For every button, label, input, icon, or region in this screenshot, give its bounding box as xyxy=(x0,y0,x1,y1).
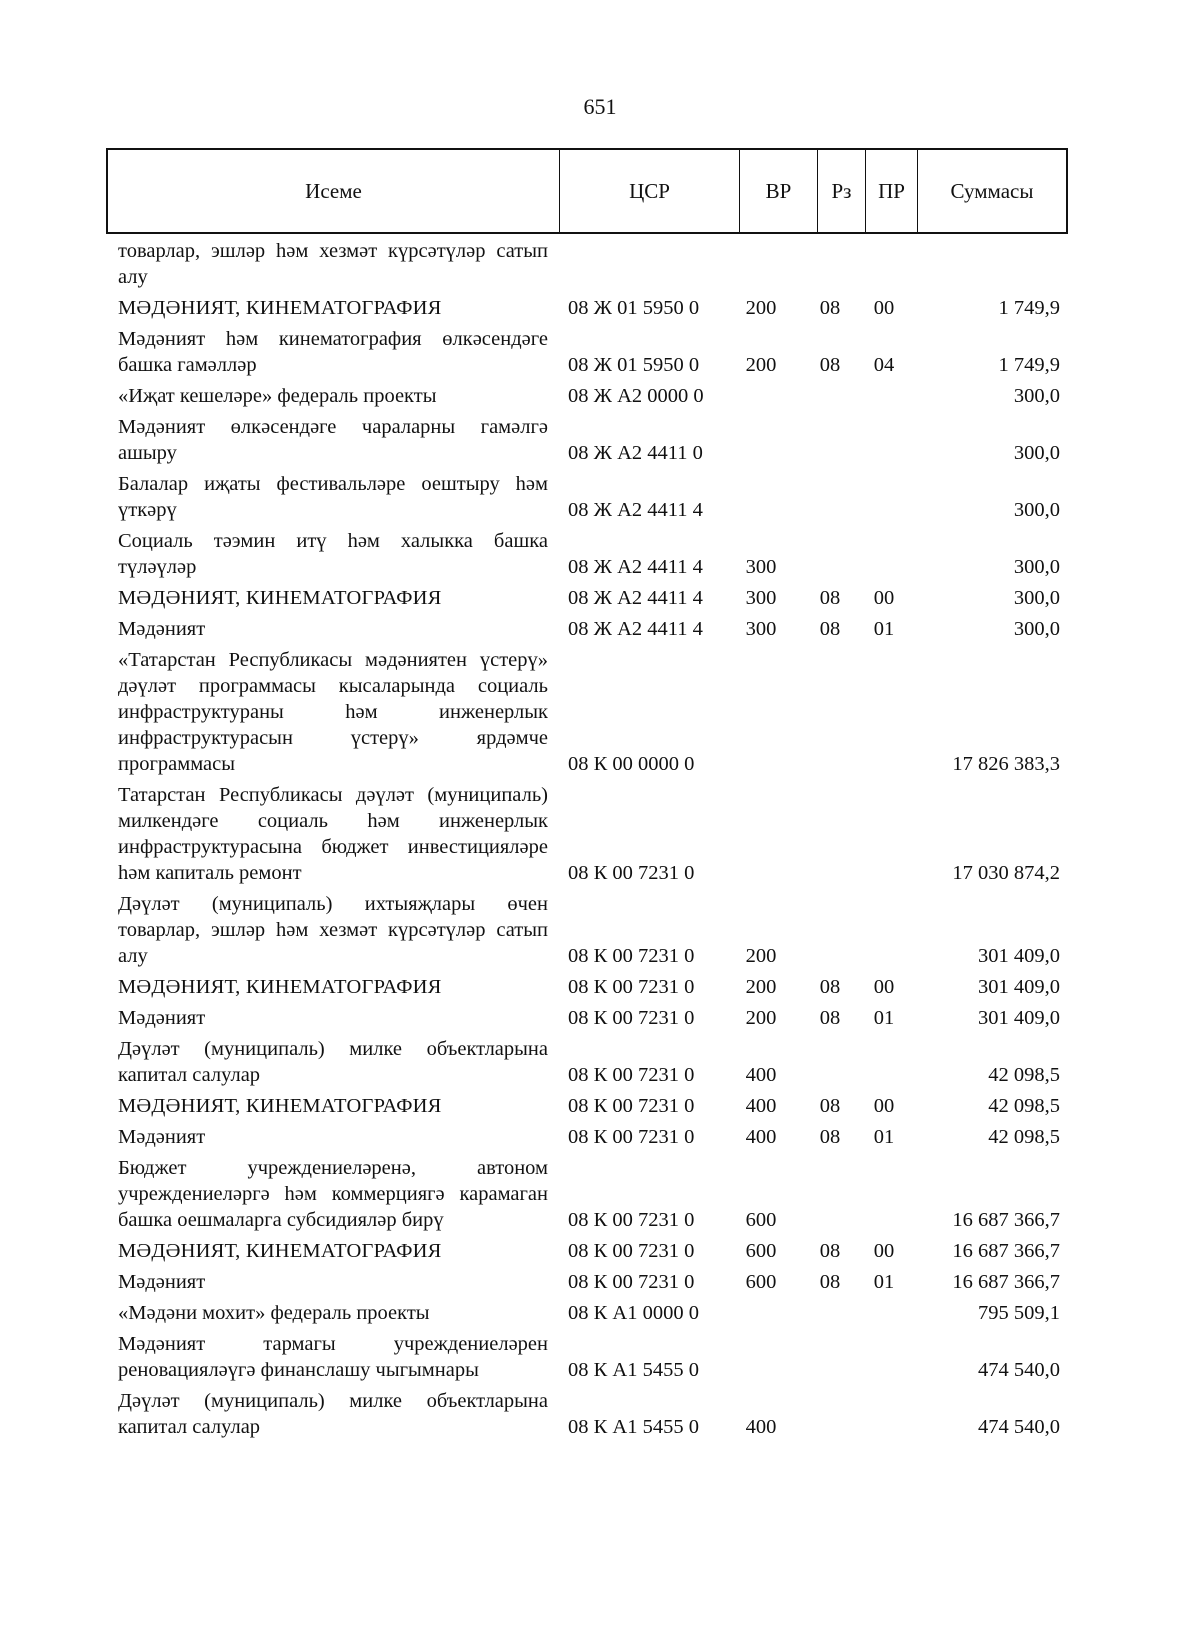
row-csr: 08 К 00 7231 0 xyxy=(568,1064,695,1086)
table-row xyxy=(106,528,1096,580)
row-vr: 600 xyxy=(745,1209,777,1231)
row-sum: 300,0 xyxy=(1013,499,1060,521)
row-csr: 08 К 00 7231 0 xyxy=(568,862,695,884)
table-row xyxy=(106,782,1096,886)
table-row xyxy=(106,1036,1096,1088)
row-vr: 300 xyxy=(745,618,777,640)
row-pr: 01 xyxy=(873,1007,895,1029)
row-csr: 08 К А1 5455 0 xyxy=(568,1359,699,1381)
row-name: Татарстан Республикасы дәүләт (муниципаль) милкендәге социаль һәм инженерлык инфраструктурасына бюджет инвестицияләре һәм капиталь ремонт xyxy=(118,784,548,884)
row-name: МӘДӘНИЯТ, КИНЕМАТОГРАФИЯ xyxy=(118,1095,442,1117)
table-row xyxy=(106,1093,1096,1119)
row-name: Мәдәният өлкәсендәге чараларны гамәлгә ашыру xyxy=(118,416,548,464)
table-row xyxy=(106,974,1096,1000)
row-sum: 17 030 874,2 xyxy=(952,862,1060,884)
row-csr: 08 К А1 5455 0 xyxy=(568,1416,699,1438)
row-sum: 301 409,0 xyxy=(978,1007,1060,1029)
table-row xyxy=(106,383,1096,409)
row-rz: 08 xyxy=(819,1126,841,1148)
row-name: Мәдәният xyxy=(118,1007,206,1029)
row-pr: 00 xyxy=(873,587,895,609)
row-name: Дәүләт (муниципаль) ихтыяҗлары өчен товарлар, эшләр һәм хезмәт күрсәтүләр сатып алу xyxy=(118,893,548,967)
row-sum: 42 098,5 xyxy=(988,1126,1060,1148)
row-name: «Иҗат кешеләре» федераль проекты xyxy=(118,385,437,407)
table-row xyxy=(106,471,1096,523)
row-sum: 795 509,1 xyxy=(978,1302,1060,1324)
table-row xyxy=(106,414,1096,466)
header-rz: Рз xyxy=(818,150,866,232)
row-csr: 08 К А1 0000 0 xyxy=(568,1302,699,1324)
table-row xyxy=(106,238,1096,290)
table-row xyxy=(106,585,1096,611)
page-number: 651 xyxy=(583,94,617,119)
row-sum: 300,0 xyxy=(1013,442,1060,464)
row-csr: 08 К 00 7231 0 xyxy=(568,1209,695,1231)
row-sum: 301 409,0 xyxy=(978,976,1060,998)
row-sum: 474 540,0 xyxy=(978,1416,1060,1438)
row-vr: 300 xyxy=(745,587,777,609)
table-row xyxy=(106,1331,1096,1383)
row-sum: 300,0 xyxy=(1013,587,1060,609)
row-name: МӘДӘНИЯТ, КИНЕМАТОГРАФИЯ xyxy=(118,587,442,609)
row-sum: 300,0 xyxy=(1013,618,1060,640)
row-csr: 08 К 00 7231 0 xyxy=(568,1240,695,1262)
row-vr: 200 xyxy=(745,1007,777,1029)
table-row xyxy=(106,647,1096,777)
row-rz: 08 xyxy=(819,618,841,640)
row-pr: 01 xyxy=(873,618,895,640)
row-name: МӘДӘНИЯТ, КИНЕМАТОГРАФИЯ xyxy=(118,976,442,998)
row-vr: 200 xyxy=(745,297,777,319)
row-name: Дәүләт (муниципаль) милке объектларына капитал салулар xyxy=(118,1390,548,1438)
row-csr: 08 К 00 7231 0 xyxy=(568,1007,695,1029)
row-csr: 08 Ж А2 4411 4 xyxy=(568,587,703,609)
row-name: Мәдәният xyxy=(118,1271,206,1293)
row-rz: 08 xyxy=(819,587,841,609)
row-name: «Татарстан Республикасы мәдәниятен үстерү» дәүләт программасы кысаларында социаль инфраструктураны һәм инженерлык инфраструктурасын үстерү» ярдәмче программасы xyxy=(118,649,548,775)
table-row xyxy=(106,1238,1096,1264)
row-vr: 200 xyxy=(745,976,777,998)
row-sum: 301 409,0 xyxy=(978,945,1060,967)
table-row xyxy=(106,1005,1096,1031)
row-vr: 300 xyxy=(745,556,777,578)
table-header xyxy=(106,148,1068,234)
row-vr: 200 xyxy=(745,354,777,376)
header-name: Исеме xyxy=(108,150,560,232)
row-csr: 08 Ж 01 5950 0 xyxy=(568,297,700,319)
row-name: Бюджет учреждениеләренә, автоном учреждениеләргә һәм коммерциягә карамаган башка оешмаларга субсидияләр бирү xyxy=(118,1157,548,1231)
row-name: Дәүләт (муниципаль) милке объектларына капитал салулар xyxy=(118,1038,548,1086)
table-row xyxy=(106,616,1096,642)
row-sum: 300,0 xyxy=(1013,556,1060,578)
row-csr: 08 Ж А2 4411 0 xyxy=(568,442,703,464)
row-sum: 17 826 383,3 xyxy=(952,753,1060,775)
header-vr: ВР xyxy=(740,150,818,232)
table-row xyxy=(106,1300,1096,1326)
row-vr: 400 xyxy=(745,1095,777,1117)
row-name: Социаль тәэмин итү һәм халыкка башка түләүләр xyxy=(118,530,548,578)
row-sum: 42 098,5 xyxy=(988,1095,1060,1117)
table-body xyxy=(106,238,1096,1445)
row-csr: 08 Ж А2 4411 4 xyxy=(568,499,703,521)
table-row xyxy=(106,1388,1096,1440)
row-vr: 400 xyxy=(745,1126,777,1148)
row-vr: 600 xyxy=(745,1271,777,1293)
header-pr: ПР xyxy=(866,150,918,232)
row-csr: 08 К 00 7231 0 xyxy=(568,1271,695,1293)
row-vr: 200 xyxy=(745,945,777,967)
row-pr: 00 xyxy=(873,1095,895,1117)
row-sum: 16 687 366,7 xyxy=(952,1209,1060,1231)
row-csr: 08 Ж А2 4411 4 xyxy=(568,618,703,640)
row-rz: 08 xyxy=(819,1271,841,1293)
table-row xyxy=(106,1155,1096,1233)
row-sum: 1 749,9 xyxy=(998,354,1060,376)
row-pr: 00 xyxy=(873,297,895,319)
row-sum: 16 687 366,7 xyxy=(952,1240,1060,1262)
row-rz: 08 xyxy=(819,976,841,998)
row-name: Балалар иҗаты фестивальләре оештыру һәм үткәрү xyxy=(118,473,548,521)
row-csr: 08 Ж А2 4411 4 xyxy=(568,556,703,578)
row-name: Мәдәният xyxy=(118,618,206,640)
row-csr: 08 К 00 7231 0 xyxy=(568,1095,695,1117)
row-rz: 08 xyxy=(819,1007,841,1029)
row-vr: 400 xyxy=(745,1416,777,1438)
row-name: МӘДӘНИЯТ, КИНЕМАТОГРАФИЯ xyxy=(118,297,442,319)
table-row xyxy=(106,1269,1096,1295)
row-rz: 08 xyxy=(819,354,841,376)
row-vr: 400 xyxy=(745,1064,777,1086)
row-name: «Мәдәни мохит» федераль проекты xyxy=(118,1302,430,1324)
row-name: Мәдәният һәм кинематография өлкәсендәге башка гамәлләр xyxy=(118,328,548,376)
row-pr: 01 xyxy=(873,1126,895,1148)
row-rz: 08 xyxy=(819,297,841,319)
row-csr: 08 К 00 0000 0 xyxy=(568,753,695,775)
table-row xyxy=(106,891,1096,969)
row-sum: 16 687 366,7 xyxy=(952,1271,1060,1293)
row-sum: 474 540,0 xyxy=(978,1359,1060,1381)
row-sum: 42 098,5 xyxy=(988,1064,1060,1086)
row-name: Мәдәният xyxy=(118,1126,206,1148)
row-pr: 00 xyxy=(873,1240,895,1262)
table-row xyxy=(106,295,1096,321)
row-csr: 08 К 00 7231 0 xyxy=(568,1126,695,1148)
row-csr: 08 Ж А2 0000 0 xyxy=(568,385,704,407)
table-row xyxy=(106,326,1096,378)
row-csr: 08 К 00 7231 0 xyxy=(568,976,695,998)
row-name: МӘДӘНИЯТ, КИНЕМАТОГРАФИЯ xyxy=(118,1240,442,1262)
row-sum: 300,0 xyxy=(1013,385,1060,407)
header-csr: ЦСР xyxy=(560,150,740,232)
row-sum: 1 749,9 xyxy=(998,297,1060,319)
row-pr: 00 xyxy=(873,976,895,998)
header-sum: Суммасы xyxy=(950,178,1034,203)
row-rz: 08 xyxy=(819,1095,841,1117)
row-vr: 600 xyxy=(745,1240,777,1262)
row-pr: 01 xyxy=(873,1271,895,1293)
table-row xyxy=(106,1124,1096,1150)
row-name: Мәдәният тармагы учреждениеләрен реновацияләүгә финанслашу чыгымнары xyxy=(118,1333,548,1381)
row-rz: 08 xyxy=(819,1240,841,1262)
row-csr: 08 К 00 7231 0 xyxy=(568,945,695,967)
row-pr: 04 xyxy=(873,354,895,376)
row-name: товарлар, эшләр һәм хезмәт күрсәтүләр сатып алу xyxy=(118,240,548,288)
row-csr: 08 Ж 01 5950 0 xyxy=(568,354,700,376)
